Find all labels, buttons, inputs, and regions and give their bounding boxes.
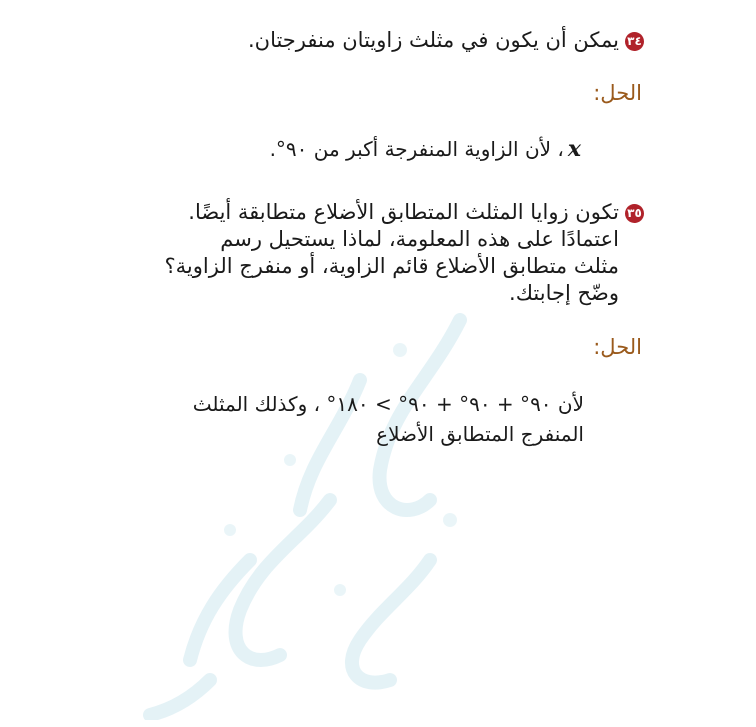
question-35-line-1 bbox=[188, 199, 644, 226]
answer-35-line-2: المنفرج المتطابق الأضلاع bbox=[376, 422, 584, 446]
question-number-badge: ٣٥ bbox=[625, 204, 644, 223]
cross-mark: x bbox=[567, 136, 581, 162]
watermark-calligraphy bbox=[130, 260, 550, 720]
answer-34 bbox=[270, 135, 581, 163]
question-35-line-3: مثلث متطابق الأضلاع قائم الزاوية، أو منفرج الزاوية؟ bbox=[164, 254, 619, 278]
question-34-text: يمكن أن يكون في مثلث زاويتان منفرجتان. bbox=[247, 28, 619, 52]
solution-label: الحل: bbox=[593, 335, 642, 359]
question-34 bbox=[248, 27, 644, 54]
solution-label: الحل: bbox=[593, 81, 642, 105]
question-35-line-2: اعتمادًا على هذه المعلومة، لماذا يستحيل رسم bbox=[220, 227, 619, 251]
answer-34-text: ، لأن الزاوية المنفرجة أكبر من ٩٠°. bbox=[269, 137, 564, 161]
question-number-badge: ٣٤ bbox=[625, 32, 644, 51]
answer-35-line-1: لأن ٩٠° + ٩٠° + ٩٠° > ١٨٠° ، وكذلك المثلث bbox=[192, 392, 584, 416]
question-35-text: تكون زوايا المثلث المتطابق الأضلاع متطابقة أيضًا. bbox=[188, 200, 619, 224]
question-35-line-4: وضّح إجابتك. bbox=[509, 281, 619, 305]
